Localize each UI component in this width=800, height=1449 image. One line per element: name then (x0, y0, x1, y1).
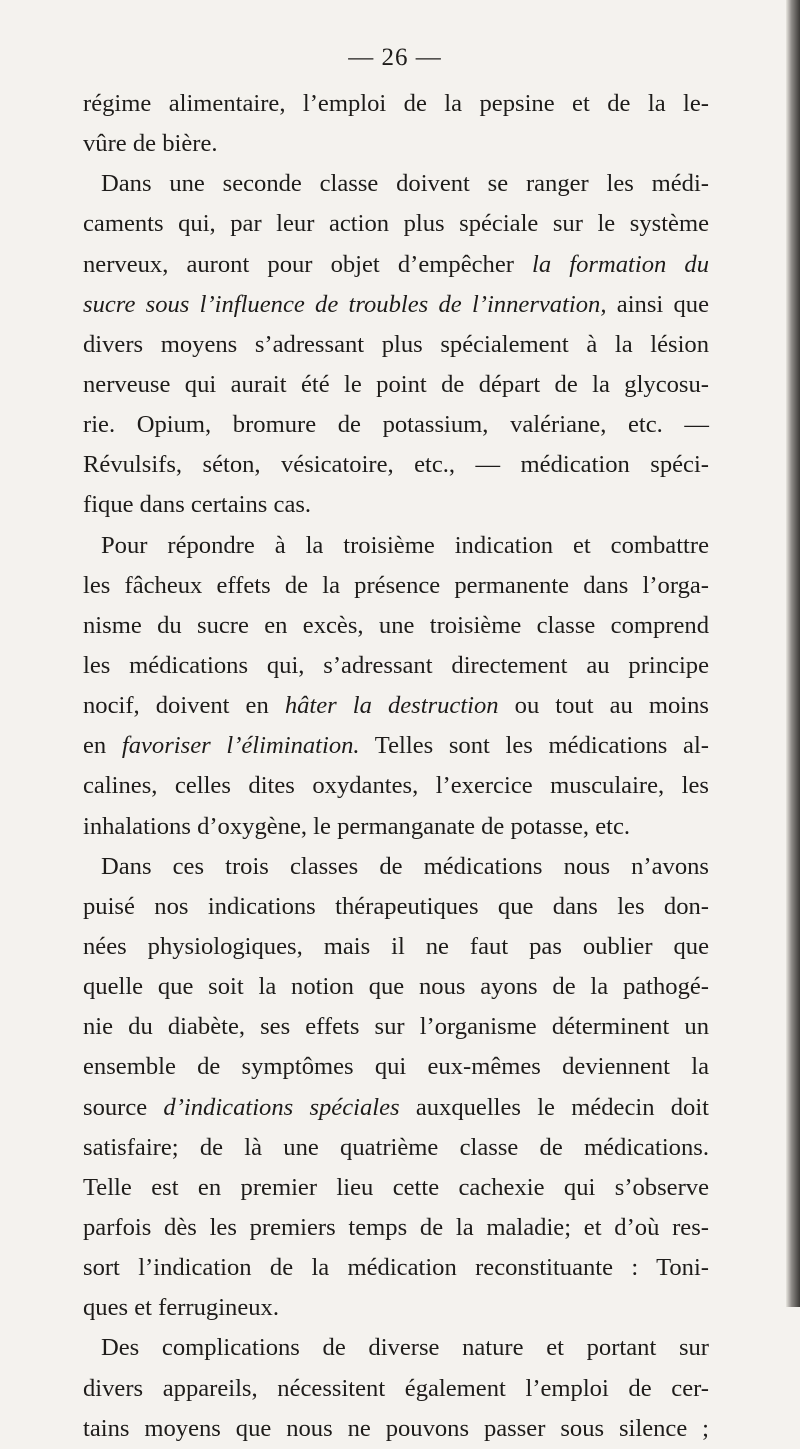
text-segment: nerveux, auront pour objet d’empêcher (83, 250, 533, 278)
text-segment: puisé nos indications thérapeutiques que dans les don- (83, 892, 709, 920)
text-segment: quelle que soit la notion que nous ayons de la pathogé- (83, 973, 709, 1001)
text-segment: ou tout au moins (498, 692, 709, 720)
text-line (83, 686, 709, 726)
text-segment: vûre de bière. (83, 130, 218, 158)
text-line (83, 1409, 709, 1449)
text-segment: auxquelles le médecin doit (399, 1093, 709, 1121)
text-line (83, 807, 709, 847)
text-line (83, 164, 709, 204)
text-line (83, 887, 709, 927)
text-segment: Révulsifs, séton, vésicatoire, etc., — médication spéci- (83, 451, 709, 479)
text-segment: parfois dès les premiers temps de la maladie; et d’où res- (83, 1213, 709, 1241)
text-line (83, 766, 709, 806)
text-line (83, 1208, 709, 1248)
text-line (83, 847, 709, 887)
text-line (83, 245, 709, 285)
text-segment: les médications qui, s’adressant directement au principe (83, 651, 709, 679)
text-line (83, 606, 709, 646)
text-line (83, 325, 709, 365)
text-line (83, 485, 709, 525)
text-line (83, 1369, 709, 1409)
text-segment: nerveuse qui aurait été le point de départ de la glycosu- (83, 370, 709, 398)
text-segment: inhalations d’oxygène, le permanganate de potasse, etc. (83, 812, 631, 840)
text-segment: ensemble de symptômes qui eux-mêmes deviennent la (83, 1053, 709, 1081)
text-segment: en (83, 732, 122, 760)
text-line (83, 365, 709, 405)
text-segment: nisme du sucre en excès, une troisième classe comprend (83, 611, 709, 639)
text-segment: divers appareils, nécessitent également l’emploi de cer- (83, 1374, 709, 1402)
text-line (83, 967, 709, 1007)
text-line (83, 285, 709, 325)
text-line (83, 1288, 709, 1328)
text-segment: Telle est en premier lieu cette cachexie qui s’observe (83, 1173, 709, 1201)
text-segment: Telles sont les médications al- (359, 732, 709, 760)
text-line (83, 124, 709, 164)
text-line (83, 1248, 709, 1288)
text-line (83, 726, 709, 766)
text-line (83, 1128, 709, 1168)
text-segment: Dans une seconde classe doivent se ranger les médi- (101, 170, 709, 198)
text-line (83, 566, 709, 606)
body-text (83, 84, 709, 1449)
text-line (83, 526, 709, 566)
text-line (83, 445, 709, 485)
text-segment: rie. Opium, bromure de potassium, valériane, etc. — (83, 411, 709, 439)
text-line (83, 1047, 709, 1087)
text-segment: Pour répondre à la troisième indication et combattre (101, 531, 709, 559)
page-number: — 26 — (348, 44, 442, 71)
text-segment: sort l’indication de la médication reconstituante : Toni- (83, 1254, 709, 1282)
text-line (83, 405, 709, 445)
italic-text: favoriser l’élimination. (121, 732, 360, 760)
page-edge-shadow (786, 0, 800, 1307)
text-segment: satisfaire; de là une quatrième classe de médications. (83, 1133, 709, 1161)
text-line (83, 927, 709, 967)
italic-text: sucre sous l’influence de troubles de l’innervation, (83, 290, 607, 318)
text-segment: tains moyens que nous ne pouvons passer sous silence ; (83, 1414, 709, 1442)
text-line (83, 1168, 709, 1208)
text-segment: nie du diabète, ses effets sur l’organisme déterminent un (83, 1013, 709, 1041)
text-segment: les fâcheux effets de la présence permanente dans l’orga- (83, 571, 709, 599)
text-line (83, 84, 709, 124)
text-line (83, 204, 709, 244)
text-line (83, 1328, 709, 1368)
text-segment: ques et ferrugineux. (83, 1294, 279, 1322)
text-line (83, 1088, 709, 1128)
text-segment: nées physiologiques, mais il ne faut pas oublier que (83, 932, 709, 960)
italic-text: la formation du (532, 250, 710, 278)
text-segment: régime alimentaire, l’emploi de la pepsine et de la le- (83, 90, 709, 117)
text-segment: Dans ces trois classes de médications nous n’avons (101, 852, 709, 880)
text-segment: nocif, doivent en (83, 692, 285, 720)
text-segment: ainsi que (606, 290, 709, 318)
text-segment: calines, celles dites oxydantes, l’exercice musculaire, les (83, 772, 709, 800)
text-line (83, 646, 709, 686)
text-segment: Des complications de diverse nature et portant sur (101, 1334, 709, 1362)
text-line (83, 1007, 709, 1047)
text-segment: divers moyens s’adressant plus spécialement à la lésion (83, 330, 709, 358)
text-segment: source (83, 1093, 164, 1121)
italic-text: d’indications spéciales (163, 1093, 400, 1121)
text-segment: caments qui, par leur action plus spéciale sur le système (83, 210, 709, 238)
text-segment: fique dans certains cas. (83, 491, 312, 519)
italic-text: hâter la destruction (284, 692, 499, 720)
